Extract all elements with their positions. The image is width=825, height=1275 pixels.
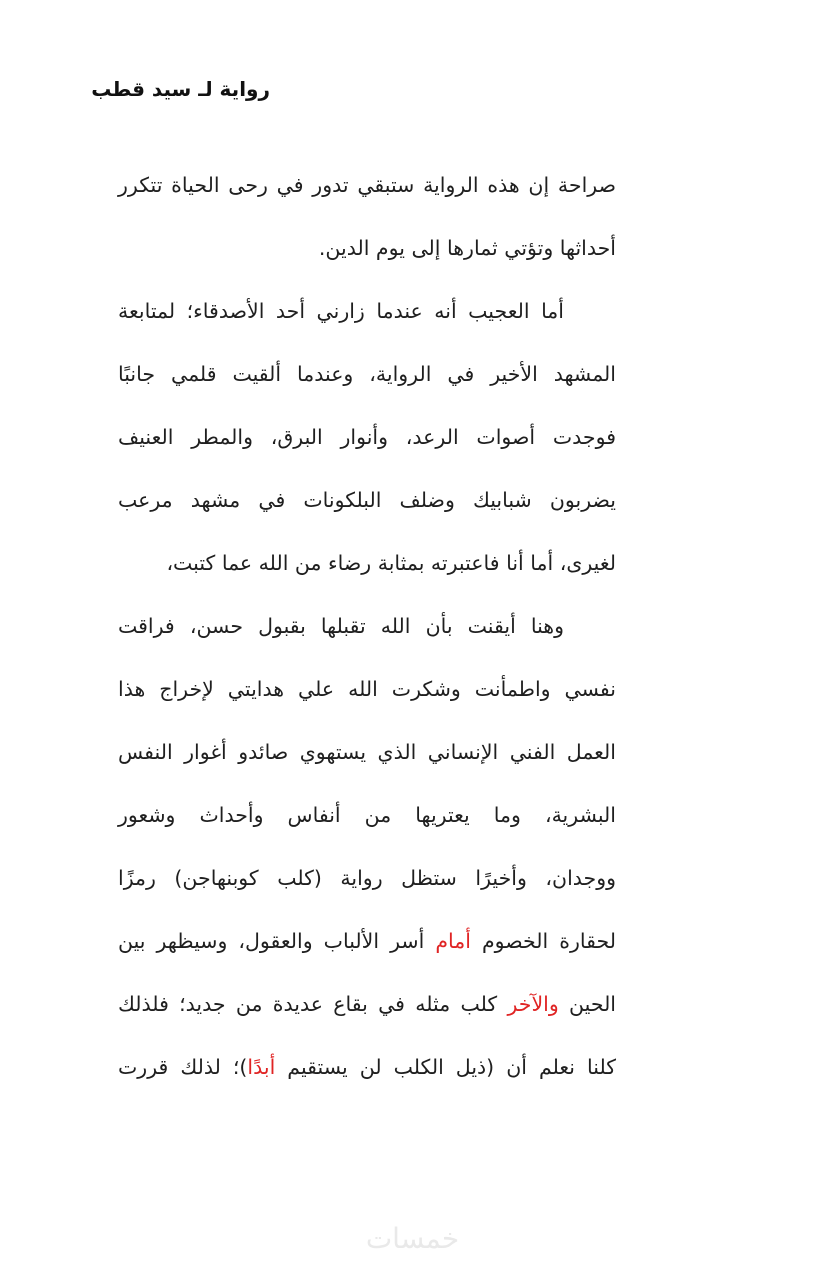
highlighted-word: أمام bbox=[435, 929, 471, 953]
text-segment: أسر الألباب والعقول، وسيظهر بين bbox=[118, 929, 436, 953]
text-segment: )؛ لذلك قررت bbox=[118, 1055, 248, 1079]
text-segment: لحقارة الخصوم bbox=[470, 929, 616, 953]
text-line: المشهد الأخير في الرواية، وعندما ألقيت قلمي جانبًا bbox=[118, 362, 616, 386]
text-line: يضربون شبابيك وضلف البلكونات في مشهد مرعب bbox=[118, 488, 616, 512]
text-line: صراحة إن هذه الرواية ستبقي تدور في رحى الحياة تتكرر bbox=[118, 173, 616, 197]
body-text bbox=[118, 154, 616, 1099]
text-line: العمل الفني الإنساني الذي يستهوي صائدو أغوار النفس bbox=[118, 740, 616, 764]
watermark-logo: خمسات bbox=[365, 1222, 460, 1255]
text-line-with-highlight bbox=[118, 910, 616, 973]
page-header-title: رواية لـ سيد قطب bbox=[91, 77, 270, 101]
text-line: ووجدان، وأخيرًا ستظل رواية (كلب كوبنهاجن) رمزًا bbox=[118, 866, 616, 890]
text-segment: الحين bbox=[558, 992, 617, 1016]
text-line-with-highlight bbox=[118, 973, 616, 1036]
text-line: فوجدت أصوات الرعد، وأنوار البرق، والمطر العنيف bbox=[118, 425, 616, 449]
text-line: نفسي واطمأنت وشكرت الله علي هدايتي لإخراج هذا bbox=[118, 677, 616, 701]
text-line: وهنا أيقنت بأن الله تقبلها بقبول حسن، فراقت bbox=[118, 614, 564, 638]
text-line: البشرية، وما يعتريها من أنفاس وأحداث وشعور bbox=[118, 803, 616, 827]
text-line: أحداثها وتؤتي ثمارها إلى يوم الدين. bbox=[318, 236, 616, 260]
text-line: أما العجيب أنه عندما زارني أحد الأصدقاء؛ لمتابعة bbox=[118, 299, 564, 323]
highlighted-word: والآخر bbox=[507, 992, 559, 1016]
text-segment: كلنا نعلم أن (ذيل الكلب لن يستقيم bbox=[275, 1055, 617, 1079]
text-line-with-highlight bbox=[118, 1036, 616, 1099]
text-segment: كلب مثله في بقاع عديدة من جديد؛ فلذلك bbox=[118, 992, 508, 1016]
text-line: لغيرى، أما أنا فاعتبرته بمثابة رضاء من الله عما كتبت، bbox=[166, 551, 616, 575]
highlighted-word: أبدًا bbox=[247, 1055, 276, 1079]
